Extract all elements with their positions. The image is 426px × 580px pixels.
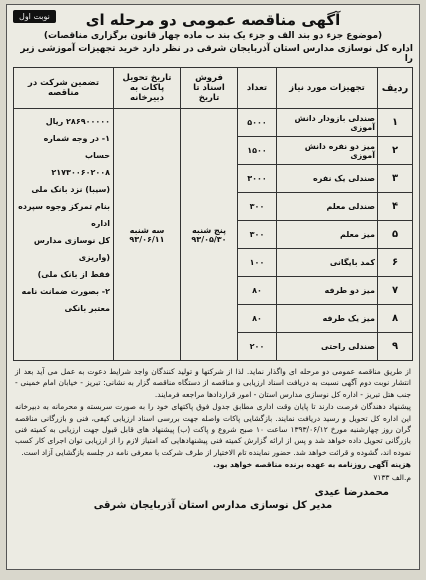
- equipment-table: [13, 67, 413, 361]
- guarantee-line: ۱- در وجه شماره: [43, 134, 110, 143]
- guarantee-line: حساب: [85, 151, 110, 160]
- notice-code: م.الف ۷۱۳۳: [373, 472, 411, 482]
- row-item: صندلی معلم: [277, 193, 378, 221]
- guarantee-cell: [14, 109, 114, 361]
- tender-notice: [6, 4, 420, 570]
- row-item: صندلی بازودار دانش آموزی: [277, 109, 378, 137]
- header-item: تجهیزات مورد نیاز: [277, 68, 378, 109]
- guarantee-line: ۲۱۷۳۰۰۶۰۲۰۰۸: [51, 168, 110, 177]
- row-index: ۹: [378, 333, 413, 361]
- row-index: ۱: [378, 109, 413, 137]
- row-index: ۴: [378, 193, 413, 221]
- header-guarantee: تضمین شرکت در مناقصه: [14, 68, 114, 109]
- delivery-day: سه شنبه: [129, 225, 165, 235]
- row-qty: ۵۰۰۰: [238, 109, 277, 137]
- row-qty: ۸۰: [238, 305, 277, 333]
- guarantee-line: فقط از بانک ملی): [37, 270, 110, 279]
- row-item: میز دو طرفه: [277, 277, 378, 305]
- row-index: ۳: [378, 165, 413, 193]
- notice-title: آگهی مناقصه عمومی دو مرحله ای: [85, 11, 341, 29]
- guarantee-line: کل نوسازی مدارس (واریزی: [33, 236, 110, 262]
- row-qty: ۸۰: [238, 277, 277, 305]
- guarantee-line: (سیبا) نزد بانک ملی: [31, 185, 110, 194]
- row-qty: ۳۰۰: [238, 193, 277, 221]
- row-qty: ۲۰۰: [238, 333, 277, 361]
- sale-date: ۹۳/۰۵/۳۰: [191, 234, 227, 244]
- signer-title: مدیر کل نوسازی مدارس استان آذربایجان شرقی: [93, 500, 333, 512]
- notice-intro: اداره کل نوسازی مدارس استان آذربایجان شرقی در نظر دارد خرید تجهیزات آموزشی زیر را: [20, 44, 413, 64]
- row-index: ۸: [378, 305, 413, 333]
- notice-body: [15, 366, 411, 483]
- guarantee-line: ۲- بصورت ضمانت نامه: [21, 287, 110, 296]
- header-qty: تعداد: [238, 68, 277, 109]
- delivery-deadline: [114, 109, 181, 361]
- delivery-date: ۹۳/۰۶/۱۱: [129, 234, 165, 244]
- row-index: ۷: [378, 277, 413, 305]
- row-qty: ۳۰۰۰: [238, 165, 277, 193]
- row-index: ۲: [378, 137, 413, 165]
- header-delivery: تاریخ تحویل پاکات به دبیرخانه: [114, 68, 181, 109]
- sale-day: پنج شنبه: [191, 225, 227, 235]
- header-index: ردیف: [378, 68, 413, 109]
- guarantee-line: معتبر بانکی: [64, 304, 110, 313]
- row-item: صندلی یک نفره: [277, 165, 378, 193]
- row-index: ۶: [378, 249, 413, 277]
- signer-name: محمدرضا عیدی: [314, 487, 389, 499]
- row-qty: ۱۰۰: [238, 249, 277, 277]
- row-item: کمد بایگانی: [277, 249, 378, 277]
- row-item: میز یک طرفه: [277, 305, 378, 333]
- header-sale: فروش اسناد تا تاریخ: [181, 68, 238, 109]
- notice-subtitle: (موضوع جزء دو بند الف و جزء یک بند ب ماده چهار قانون برگزاری مناقصات): [43, 31, 383, 41]
- sale-deadline: [181, 109, 238, 361]
- guarantee-line: بنام تمرکز وجوه سپرده اداره: [18, 202, 110, 228]
- table-row: [14, 109, 413, 137]
- guarantee-line: ۲۸۶۹۰۰۰۰۰ ریال: [45, 117, 110, 126]
- row-qty: ۳۰۰: [238, 221, 277, 249]
- row-item: میز دو نفره دانش آموزی: [277, 137, 378, 165]
- row-item: میز معلم: [277, 221, 378, 249]
- edition-badge: نوبت اول: [13, 10, 56, 23]
- notice-paragraph: از طریق مناقصه عمومی دو مرحله ای واگذار نماید. لذا از شرکتها و تولید کنندگان واجد شرایط دعوت به عمل می آید بعد از انتشار نوبت دوم آگهی نسبت به دریافت اسناد ارزیابی و مناقصه از دستگاه مناقصه گزار به نشانی: تبریز - خیابان امام خمینی - جنب هتل تبریز - اداره کل نوسازی مدارس استان - امور قراردادها مراجعه فرمایند.: [15, 367, 411, 399]
- row-qty: ۱۵۰۰: [238, 137, 277, 165]
- notice-paragraph: هزینه آگهی روزنامه به عهده برنده مناقصه خواهد بود.: [213, 460, 411, 470]
- row-item: صندلی راحتی: [277, 333, 378, 361]
- notice-paragraph: پیشنهاد دهندگان فرصت دارند تا پایان وقت اداری مطابق جدول فوق پاکتهای خود را به صورت سربسته و محرمانه به دبیرخانه این اداره کل تحویل و رسید دریافت نمایند. بازگشایی پاکات واصله جهت بررسی اسناد ارزیابی کیفی، فنی و بازرگانی مناقصه گران روز چهارشنبه مورخ ۱۳۹۳/۰۶/۱۲ ساعت ۱۰ صبح شروع و پاکت (ب) پیشنهاد های قابل قبول جهت ارزیابی به کمیته فنی بازرگانی تحویل داده خواهد شد و پس از ارائه گزارش کمیته فنی پیشنهادهایی که امتیاز لازم را از ارزیابی توان اجرای کار کسب نموده اند، گشوده و قرائت خواهد شد. حضور نماینده تام الاختیار از طرف شرکت با معرفی نامه در جلسه بازگشایی آزاد است.: [15, 402, 411, 457]
- row-index: ۵: [378, 221, 413, 249]
